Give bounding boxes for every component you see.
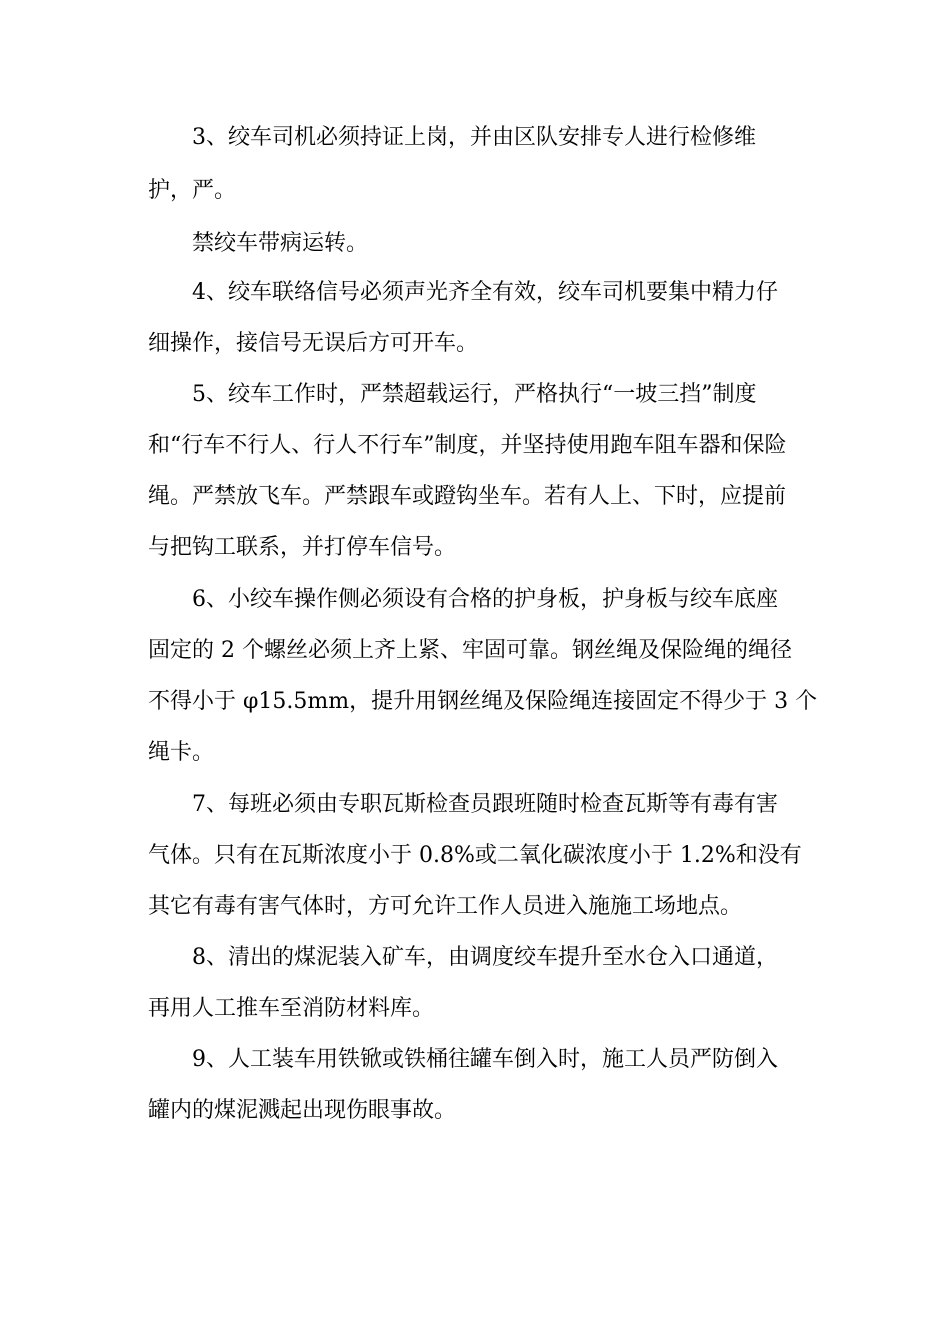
item-9-line-2: 罐内的煤泥溅起出现伤眼事故。 xyxy=(148,1098,457,1123)
item-5-line-3: 绳。严禁放飞车。严禁跟车或蹬钩坐车。若有人上、下时，应提前 xyxy=(148,484,787,509)
item-3-line-3: 禁绞车带病运转。 xyxy=(192,231,369,256)
item-6-line-4: 绳卡。 xyxy=(148,740,215,765)
item-5-line-2: 和“行车不行人、行人不行车”制度，并坚持使用跑车阻车器和保险 xyxy=(148,433,787,458)
item-5-line-1: 5、绞车工作时，严禁超载运行，严格执行“一坡三挡”制度 xyxy=(192,382,757,407)
item-3-line-2: 护，严。 xyxy=(148,178,237,203)
item-5-line-4: 与把钩工联系，并打停车信号。 xyxy=(148,535,457,560)
item-4-line-2: 细操作，接信号无误后方可开车。 xyxy=(148,331,479,356)
item-7-line-2: 气体。只有在瓦斯浓度小于 0.8%或二氧化碳浓度小于 1.2%和没有 xyxy=(148,843,802,868)
item-7-line-3: 其它有毒有害气体时，方可允许工作人员进入施施工场地点。 xyxy=(148,894,743,919)
item-6-line-1: 6、小绞车操作侧必须设有合格的护身板，护身板与绞车底座 xyxy=(192,587,778,612)
item-8-line-2: 再用人工推车至消防材料库。 xyxy=(148,996,435,1021)
item-7-line-1: 7、每班必须由专职瓦斯检查员跟班随时检查瓦斯等有毒有害 xyxy=(192,792,778,817)
item-6-line-3: 不得小于 φ15.5mm，提升用钢丝绳及保险绳连接固定不得少于 3 个 xyxy=(148,689,818,714)
item-3-line-1: 3、绞车司机必须持证上岗，并由区队安排专人进行检修维 xyxy=(192,125,756,150)
item-8-line-1: 8、清出的煤泥装入矿车，由调度绞车提升至水仓入口通道， xyxy=(192,945,778,970)
item-9-line-1: 9、人工装车用铁锨或铁桶往罐车倒入时，施工人员严防倒入 xyxy=(192,1047,778,1072)
item-4-line-1: 4、绞车联络信号必须声光齐全有效，绞车司机要集中精力仔 xyxy=(192,280,778,305)
item-6-line-2: 固定的 2 个螺丝必须上齐上紧、牢固可靠。钢丝绳及保险绳的绳径 xyxy=(148,638,792,663)
